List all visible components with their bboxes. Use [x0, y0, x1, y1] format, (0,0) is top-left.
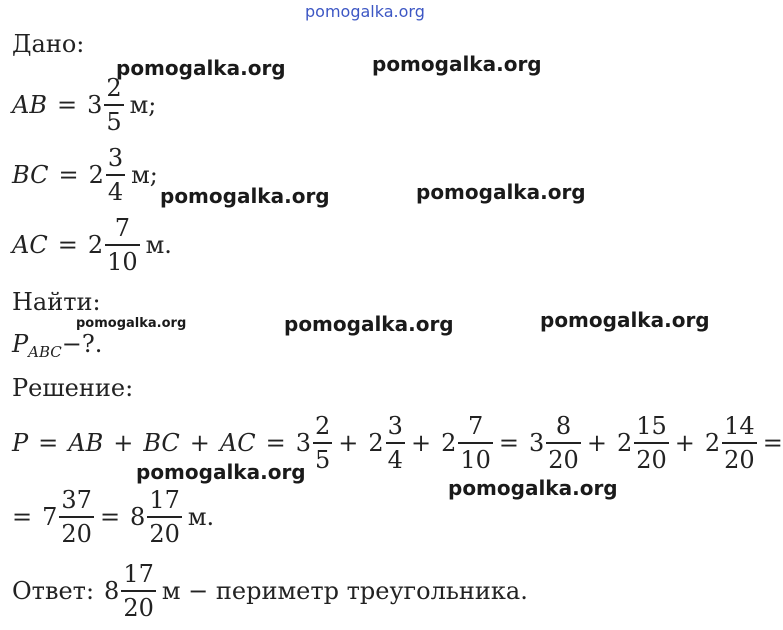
find-heading: Найти: — [12, 288, 101, 316]
fraction: $\frac{7}{10}$ — [460, 412, 491, 474]
find-line: P ABC −?. — [12, 330, 103, 361]
given-ac-line: AC = 2 $\frac{7}{10}$ м. — [12, 214, 172, 276]
solution-line-2: = 7 $\frac{37}{20}$ = 8 $\frac{17}{20}$ м. — [12, 486, 215, 548]
watermark: pomogalka.org — [136, 460, 306, 484]
fraction: $\frac{3}{4}$ — [107, 144, 124, 206]
site-watermark-top: pomogalka.org — [305, 2, 425, 21]
answer-line: Ответ: 8 $\frac{17}{20}$ м − периметр треугольника. — [12, 560, 528, 622]
fraction: $\frac{14}{20}$ — [724, 412, 755, 474]
given-ab-line: AB = 3 $\frac{2}{5}$ м; — [12, 74, 157, 136]
watermark: pomogalka.org — [372, 52, 542, 76]
given-bc-line: BC = 2 $\frac{3}{4}$ м; — [12, 144, 158, 206]
fraction: $\frac{3}{4}$ — [387, 412, 403, 474]
given-heading: Дано: — [12, 30, 85, 58]
watermark: pomogalka.org — [448, 476, 618, 500]
fraction: $\frac{17}{20}$ — [123, 560, 154, 622]
watermark: pomogalka.org — [76, 316, 187, 331]
fraction: $\frac{7}{10}$ — [107, 214, 138, 276]
fraction: $\frac{2}{5}$ — [315, 412, 331, 474]
watermark: pomogalka.org — [416, 180, 586, 204]
solution-line-1: P = AB + BC + AC = 3 $\frac{2}{5}$ + 2 $\frac{3}{4}$ + 2 $\frac{7}{10}$ = 3 $\frac{8}{20}$ + 2 $\frac{15}{20}$ + 2 $\frac{14}{20}$ = — [12, 412, 783, 474]
fraction: $\frac{17}{20}$ — [149, 486, 180, 548]
watermark: pomogalka.org — [284, 312, 454, 336]
fraction: $\frac{15}{20}$ — [636, 412, 667, 474]
solution-heading: Решение: — [12, 374, 134, 402]
fraction: $\frac{8}{20}$ — [548, 412, 579, 474]
watermark: pomogalka.org — [540, 308, 710, 332]
fraction: $\frac{37}{20}$ — [61, 486, 92, 548]
watermark: pomogalka.org — [160, 184, 330, 208]
watermark: pomogalka.org — [116, 56, 286, 80]
fraction: $\frac{2}{5}$ — [106, 74, 122, 136]
